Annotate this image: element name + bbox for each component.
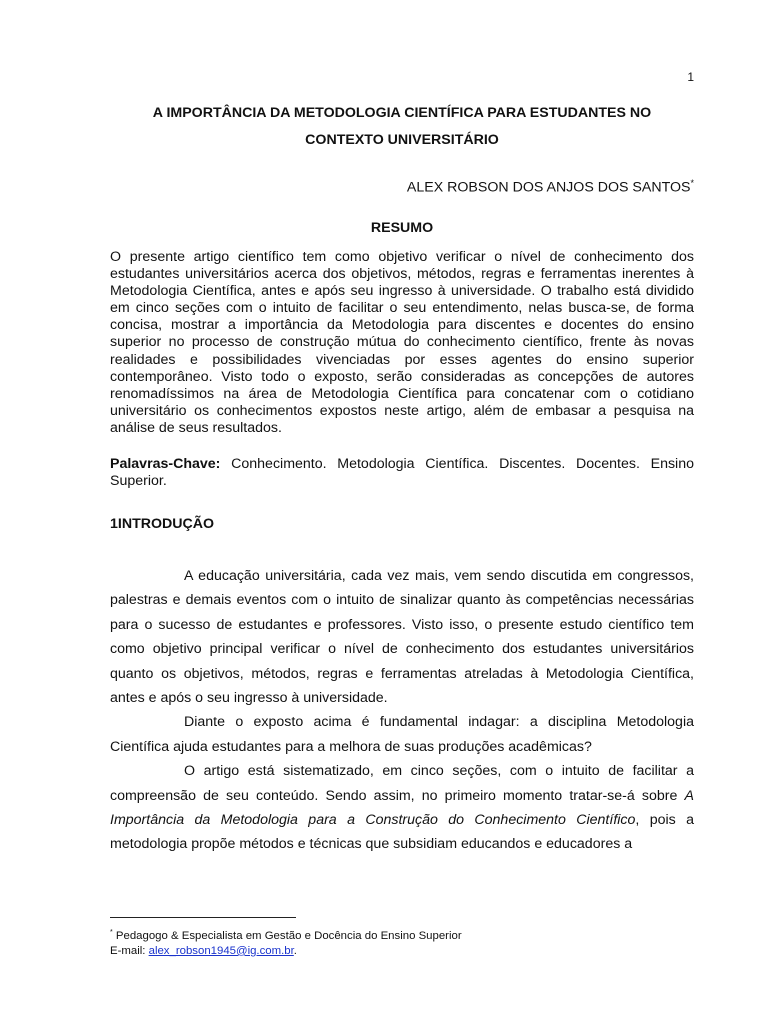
section-heading-introduction: 1INTRODUÇÃO: [110, 516, 215, 532]
footnote-email-end: .: [293, 944, 297, 957]
paragraph-2: Diante o exposto acima é fundamental indagar: a disciplina Metodologia Científica ajuda estudantes para a melhora de suas produções acadêmicas?: [110, 714, 694, 755]
paragraph-3-end: , pois a metodologia propõe métodos e técnicas que subsidiam educandos e educadores a: [110, 812, 695, 853]
footnote-line-2: [110, 944, 694, 959]
title-line-2: CONTEXTO UNIVERSITÁRIO: [305, 132, 499, 148]
paragraph-3: [110, 759, 694, 857]
paper-title: [110, 100, 694, 154]
body-text: [110, 564, 694, 857]
footnote: [110, 925, 694, 959]
abstract-heading: RESUMO: [370, 220, 434, 236]
footnote-marker: *: [110, 929, 113, 936]
paragraph-3-italic: A Importância da Metodologia para a Construção do Conhecimento Científico: [110, 787, 694, 829]
author-name: ALEX ROBSON DOS ANJOS DOS SANTOS: [406, 179, 691, 196]
paragraph-1: A educação universitária, cada vez mais, vem sendo discutida em congressos, palestras e demais eventos com o intuito de sinalizar quanto às competências necessárias para o sucesso de estudantes e professores. Visto isso, o presente estudo científico tem como objetivo principal verificar o nível de conhecimento dos estudantes universitários quanto os objetivos, métodos, regras e ferramentas atreladas à Metodologia Científica, antes e após o seu ingresso à universidade.: [110, 568, 694, 707]
email-link[interactable]: alex_robson1945@ig.com.br: [148, 944, 294, 957]
footnote-divider: [110, 917, 296, 918]
keywords: [110, 456, 694, 490]
footnote-line-1: [110, 925, 694, 944]
author-line: [407, 178, 694, 196]
author-footnote-marker: *: [690, 178, 694, 188]
page-number: 1: [687, 70, 694, 84]
title-line-1: A IMPORTÂNCIA DA METODOLOGIA CIENTÍFICA PARA ESTUDANTES NO: [152, 105, 652, 121]
keywords-label: Palavras-Chave:: [110, 456, 221, 472]
footnote-email-label: E-mail:: [110, 944, 149, 957]
paragraph-3-start: O artigo está sistematizado, em cinco seções, com o intuito de facilitar a compreensão de seu conteúdo. Sendo assim, no primeiro momento tratar-se-á sobre: [110, 763, 694, 804]
abstract-text: O presente artigo científico tem como objetivo verificar o nível de conhecimento dos estudantes universitários acerca dos objetivos, métodos, regras e ferramentas inerentes à Metodologia Científica, antes e após seu ingresso à universidade. O trabalho está dividido em cinco seções com o intuito de facilitar o seu entendimento, nelas busca-se, de forma concisa, mostrar a importância da Metodologia para discentes e docentes do ensino superior no processo de construção mútua do conhecimento científico, frente às novas realidades e possibilidades vivenciadas por esses agentes do ensino superior contemporâneo. Visto todo o exposto, serão consideradas as concepções de autores renomadíssimos na área de Metodologia Científica para concatenar com o cotidiano universitário os conhecimentos expostos neste artigo, além de embasar a pesquisa na análise de seus resultados.: [110, 249, 694, 436]
keywords-text: Conhecimento. Metodologia Científica. Discentes. Docentes. Ensino Superior.: [110, 456, 694, 490]
footnote-text: Pedagogo & Especialista em Gestão e Docência do Ensino Superior: [112, 929, 462, 942]
